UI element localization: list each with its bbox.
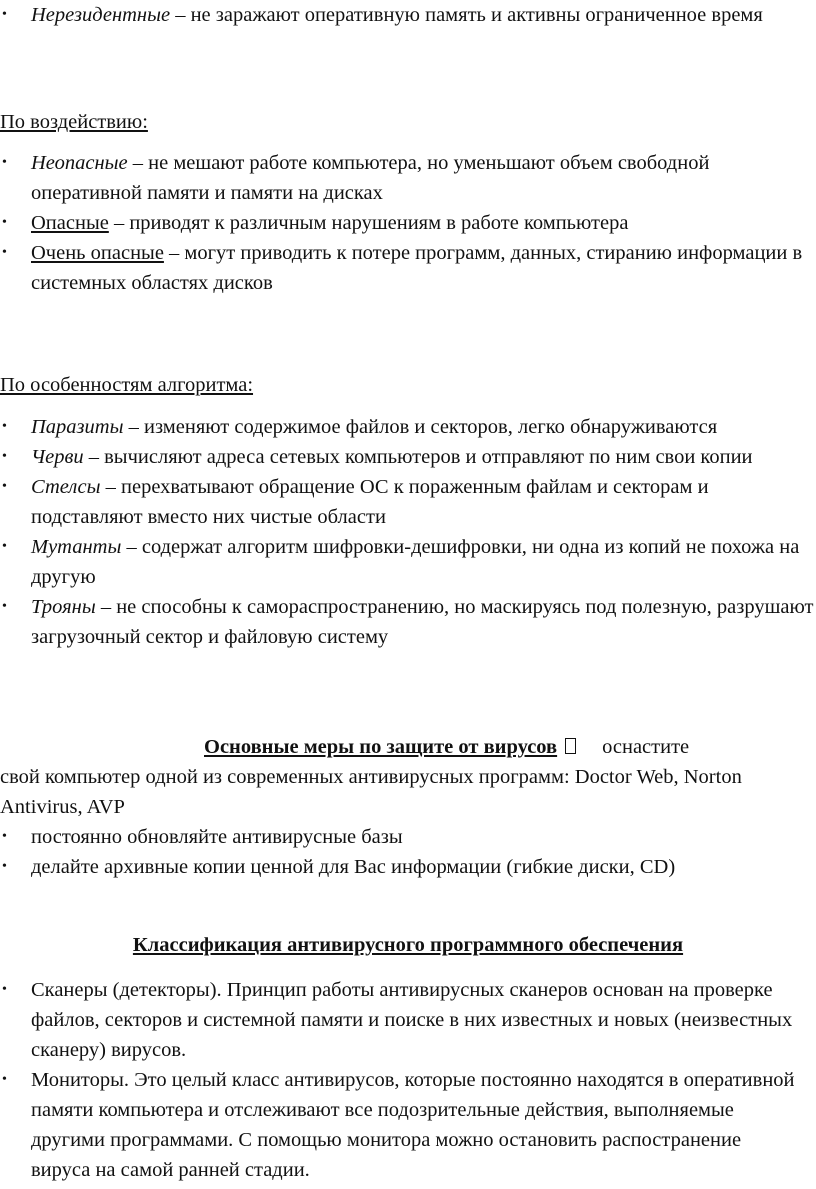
by-effect-section — [0, 148, 812, 298]
top-list — [0, 0, 800, 30]
list-item — [0, 412, 816, 442]
bullet-icon: • — [2, 982, 7, 997]
list-item — [0, 208, 812, 238]
protection-list — [0, 822, 812, 882]
term: Стелсы — [31, 476, 101, 498]
bullet-icon: • — [2, 449, 7, 464]
definition: – вычисляют адреса сетевых компьютеров и отправляют по ним свои копии — [83, 446, 753, 468]
term: Паразиты — [31, 416, 124, 438]
section-heading-by-algorithm: По особенностям алгоритма: — [0, 374, 254, 396]
definition: – не мешают работе компьютера, но уменьшают объем свободной оперативной памяти и памяти на дисках — [31, 152, 710, 204]
classification-section — [0, 975, 800, 1185]
by-algorithm-list — [0, 412, 816, 652]
list-item — [0, 852, 812, 882]
protection-lead-text: свой компьютер одной из современных антивирусных программ: Doctor Web, Norton Antivirus, AVP — [0, 766, 742, 818]
term: Нерезидентные — [31, 4, 171, 26]
protection-title-line — [0, 732, 812, 762]
classification-title: Классификация антивирусного программного обеспечения — [132, 934, 684, 956]
bullet-icon: • — [2, 539, 7, 554]
list-item-text: Мониторы. Это целый класс антивирусов, которые постоянно находятся в оперативной памяти компьютера и отслеживают все подозрительные действия, выполняемые другими программами. С помощью монитора можно остановить распостранение вируса на самой ранней стадии. — [31, 1069, 795, 1181]
bullet-icon: • — [2, 1072, 7, 1087]
bullet-icon: • — [2, 155, 7, 170]
term: Трояны — [31, 596, 96, 618]
definition: – содержат алгоритм шифровки-дешифровки, ни одна из копий не похожа на другую — [31, 536, 800, 588]
term: Очень опасные — [31, 242, 164, 264]
list-item — [0, 0, 800, 30]
bullet-icon: • — [2, 245, 7, 260]
list-item — [0, 975, 800, 1065]
by-algorithm-section — [0, 412, 816, 652]
bullet-icon: • — [2, 215, 7, 230]
protection-paragraph — [0, 732, 812, 882]
bullet-icon: • — [2, 829, 7, 844]
definition: – могут приводить к потере программ, данных, стиранию информации в системных областях дисков — [31, 242, 803, 294]
list-item — [0, 442, 816, 472]
bullet-icon: • — [2, 479, 7, 494]
list-item — [0, 1065, 800, 1185]
list-item — [0, 472, 816, 532]
checkbox-placeholder-icon — [565, 738, 576, 754]
list-item-text: постоянно обновляйте антивирусные базы — [31, 826, 403, 848]
by-effect-list — [0, 148, 812, 298]
bullet-icon: • — [2, 419, 7, 434]
definition: – не заражают оперативную память и активны ограниченное время — [170, 4, 763, 26]
definition: – изменяют содержимое файлов и секторов, легко обнаруживаются — [123, 416, 718, 438]
bullet-icon: • — [2, 7, 7, 22]
list-item — [0, 532, 816, 592]
definition: – не способны к самораспространению, но маскируясь под полезную, разрушают загрузочный сектор и файловую систему — [31, 596, 814, 648]
bullet-icon: • — [2, 859, 7, 874]
section-heading-by-effect: По воздействию: — [0, 111, 148, 133]
protection-lead-word: оснастите — [602, 736, 690, 758]
bullet-icon: • — [2, 599, 7, 614]
list-item — [0, 822, 812, 852]
term: Неопасные — [31, 152, 128, 174]
list-item — [0, 148, 812, 208]
definition: – перехватывают обращение ОС к пораженным файлам и секторам и подставляют вместо них чистые области — [31, 476, 709, 528]
term: Черви — [31, 446, 84, 468]
classification-list — [0, 975, 800, 1185]
term: Мутанты — [31, 536, 122, 558]
list-item — [0, 592, 816, 652]
non-resident-section — [0, 0, 800, 30]
list-item-text: Сканеры (детекторы). Принцип работы антивирусных сканеров основан на проверке файлов, секторов и системной памяти и поиске в них известных и новых (неизвестных сканеру) вирусов. — [31, 979, 793, 1061]
term: Опасные — [31, 212, 109, 234]
definition: – приводят к различным нарушениям в работе компьютера — [108, 212, 629, 234]
list-item-text: делайте архивные копии ценной для Вас информации (гибкие диски, CD) — [31, 856, 676, 878]
protection-title: Основные меры по защите от вирусов — [204, 736, 558, 758]
list-item — [0, 238, 812, 298]
